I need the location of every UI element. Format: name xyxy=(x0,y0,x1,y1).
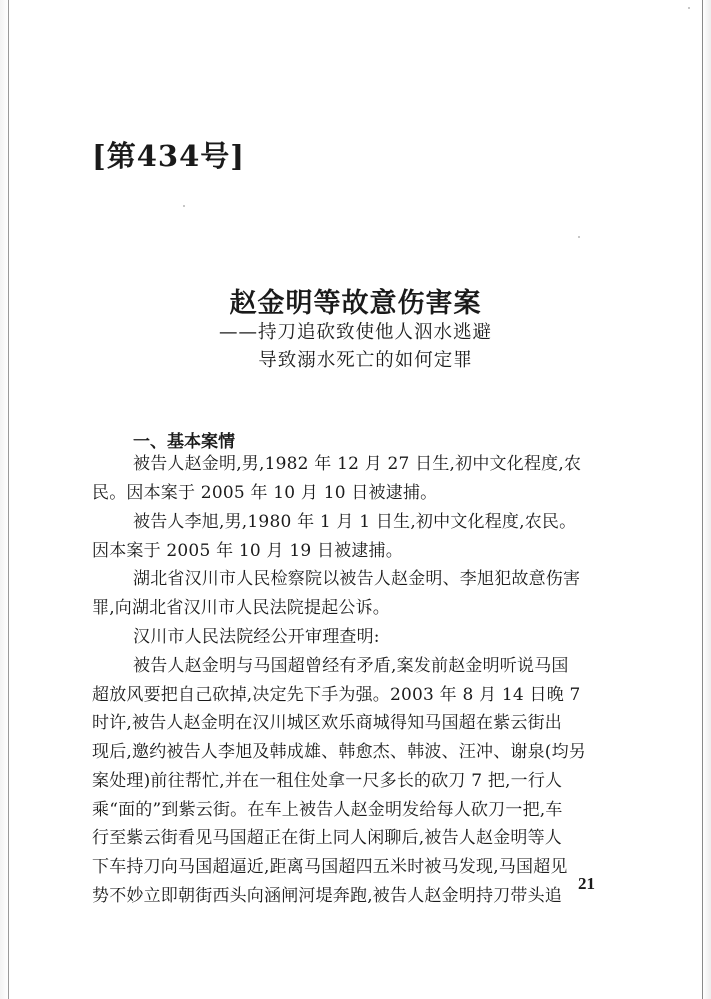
scan-speck xyxy=(688,7,690,9)
case-title: 赵金明等故意伤害案 xyxy=(229,288,482,319)
body-text-line: 湖北省汉川市人民检察院以被告人赵金明、李旭犯故意伤害 xyxy=(133,569,581,589)
body-text-line: 被告人李旭,男,1980 年 1 月 1 日生,初中文化程度,农民。 xyxy=(133,512,577,532)
page-edge-left xyxy=(0,0,9,999)
body-text-line: 乘“面的”到紫云街。在车上被告人赵金明发给每人砍刀一把,车 xyxy=(92,800,563,820)
case-number: [第434号] xyxy=(92,139,245,173)
page-number: 21 xyxy=(578,874,595,893)
body-text-line: 民。因本案于 2005 年 10 月 10 日被逮捕。 xyxy=(92,483,438,503)
body-text-line: 被告人赵金明与马国超曾经有矛盾,案发前赵金明听说马国 xyxy=(133,656,569,676)
body-text-line: 超放风要把自己砍掉,决定先下手为强。2003 年 8 月 14 日晚 7 xyxy=(92,685,581,705)
scan-speck xyxy=(578,236,580,238)
page-edge-right xyxy=(702,0,711,999)
body-text-line: 现后,邀约被告人李旭及韩成雄、韩愈杰、韩波、汪冲、谢泉(均另 xyxy=(92,742,587,762)
scan-speck xyxy=(183,205,185,207)
body-text-line: 行至紫云街看见马国超正在街上同人闲聊后,被告人赵金明等人 xyxy=(92,828,563,848)
body-text-line: 因本案于 2005 年 10 月 19 日被逮捕。 xyxy=(92,541,403,561)
body-text-line: 时许,被告人赵金明在汉川城区欢乐商城得知马国超在紫云街出 xyxy=(92,713,563,733)
body-text-line: 案处理)前往帮忙,并在一租住处拿一尺多长的砍刀 7 把,一行人 xyxy=(92,771,563,791)
body-text-line: 被告人赵金明,男,1982 年 12 月 27 日生,初中文化程度,农 xyxy=(133,454,582,474)
body-text-line: 势不妙立即朝街西头向涵闸河堤奔跑,被告人赵金明持刀带头追 xyxy=(92,886,563,906)
body-text-line: 汉川市人民法院经公开审理查明: xyxy=(133,627,380,647)
body-text-line: 下车持刀向马国超逼近,距离马国超四五米时被马发现,马国超见 xyxy=(92,857,568,877)
body-text-line: 罪,向湖北省汉川市人民法院提起公诉。 xyxy=(92,598,391,618)
section-heading: 一、基本案情 xyxy=(133,432,235,452)
case-subtitle-line-2: 导致溺水死亡的如何定罪 xyxy=(258,350,473,371)
case-subtitle-line-1: ——持刀追砍致使他人泅水逃避 xyxy=(218,322,492,343)
